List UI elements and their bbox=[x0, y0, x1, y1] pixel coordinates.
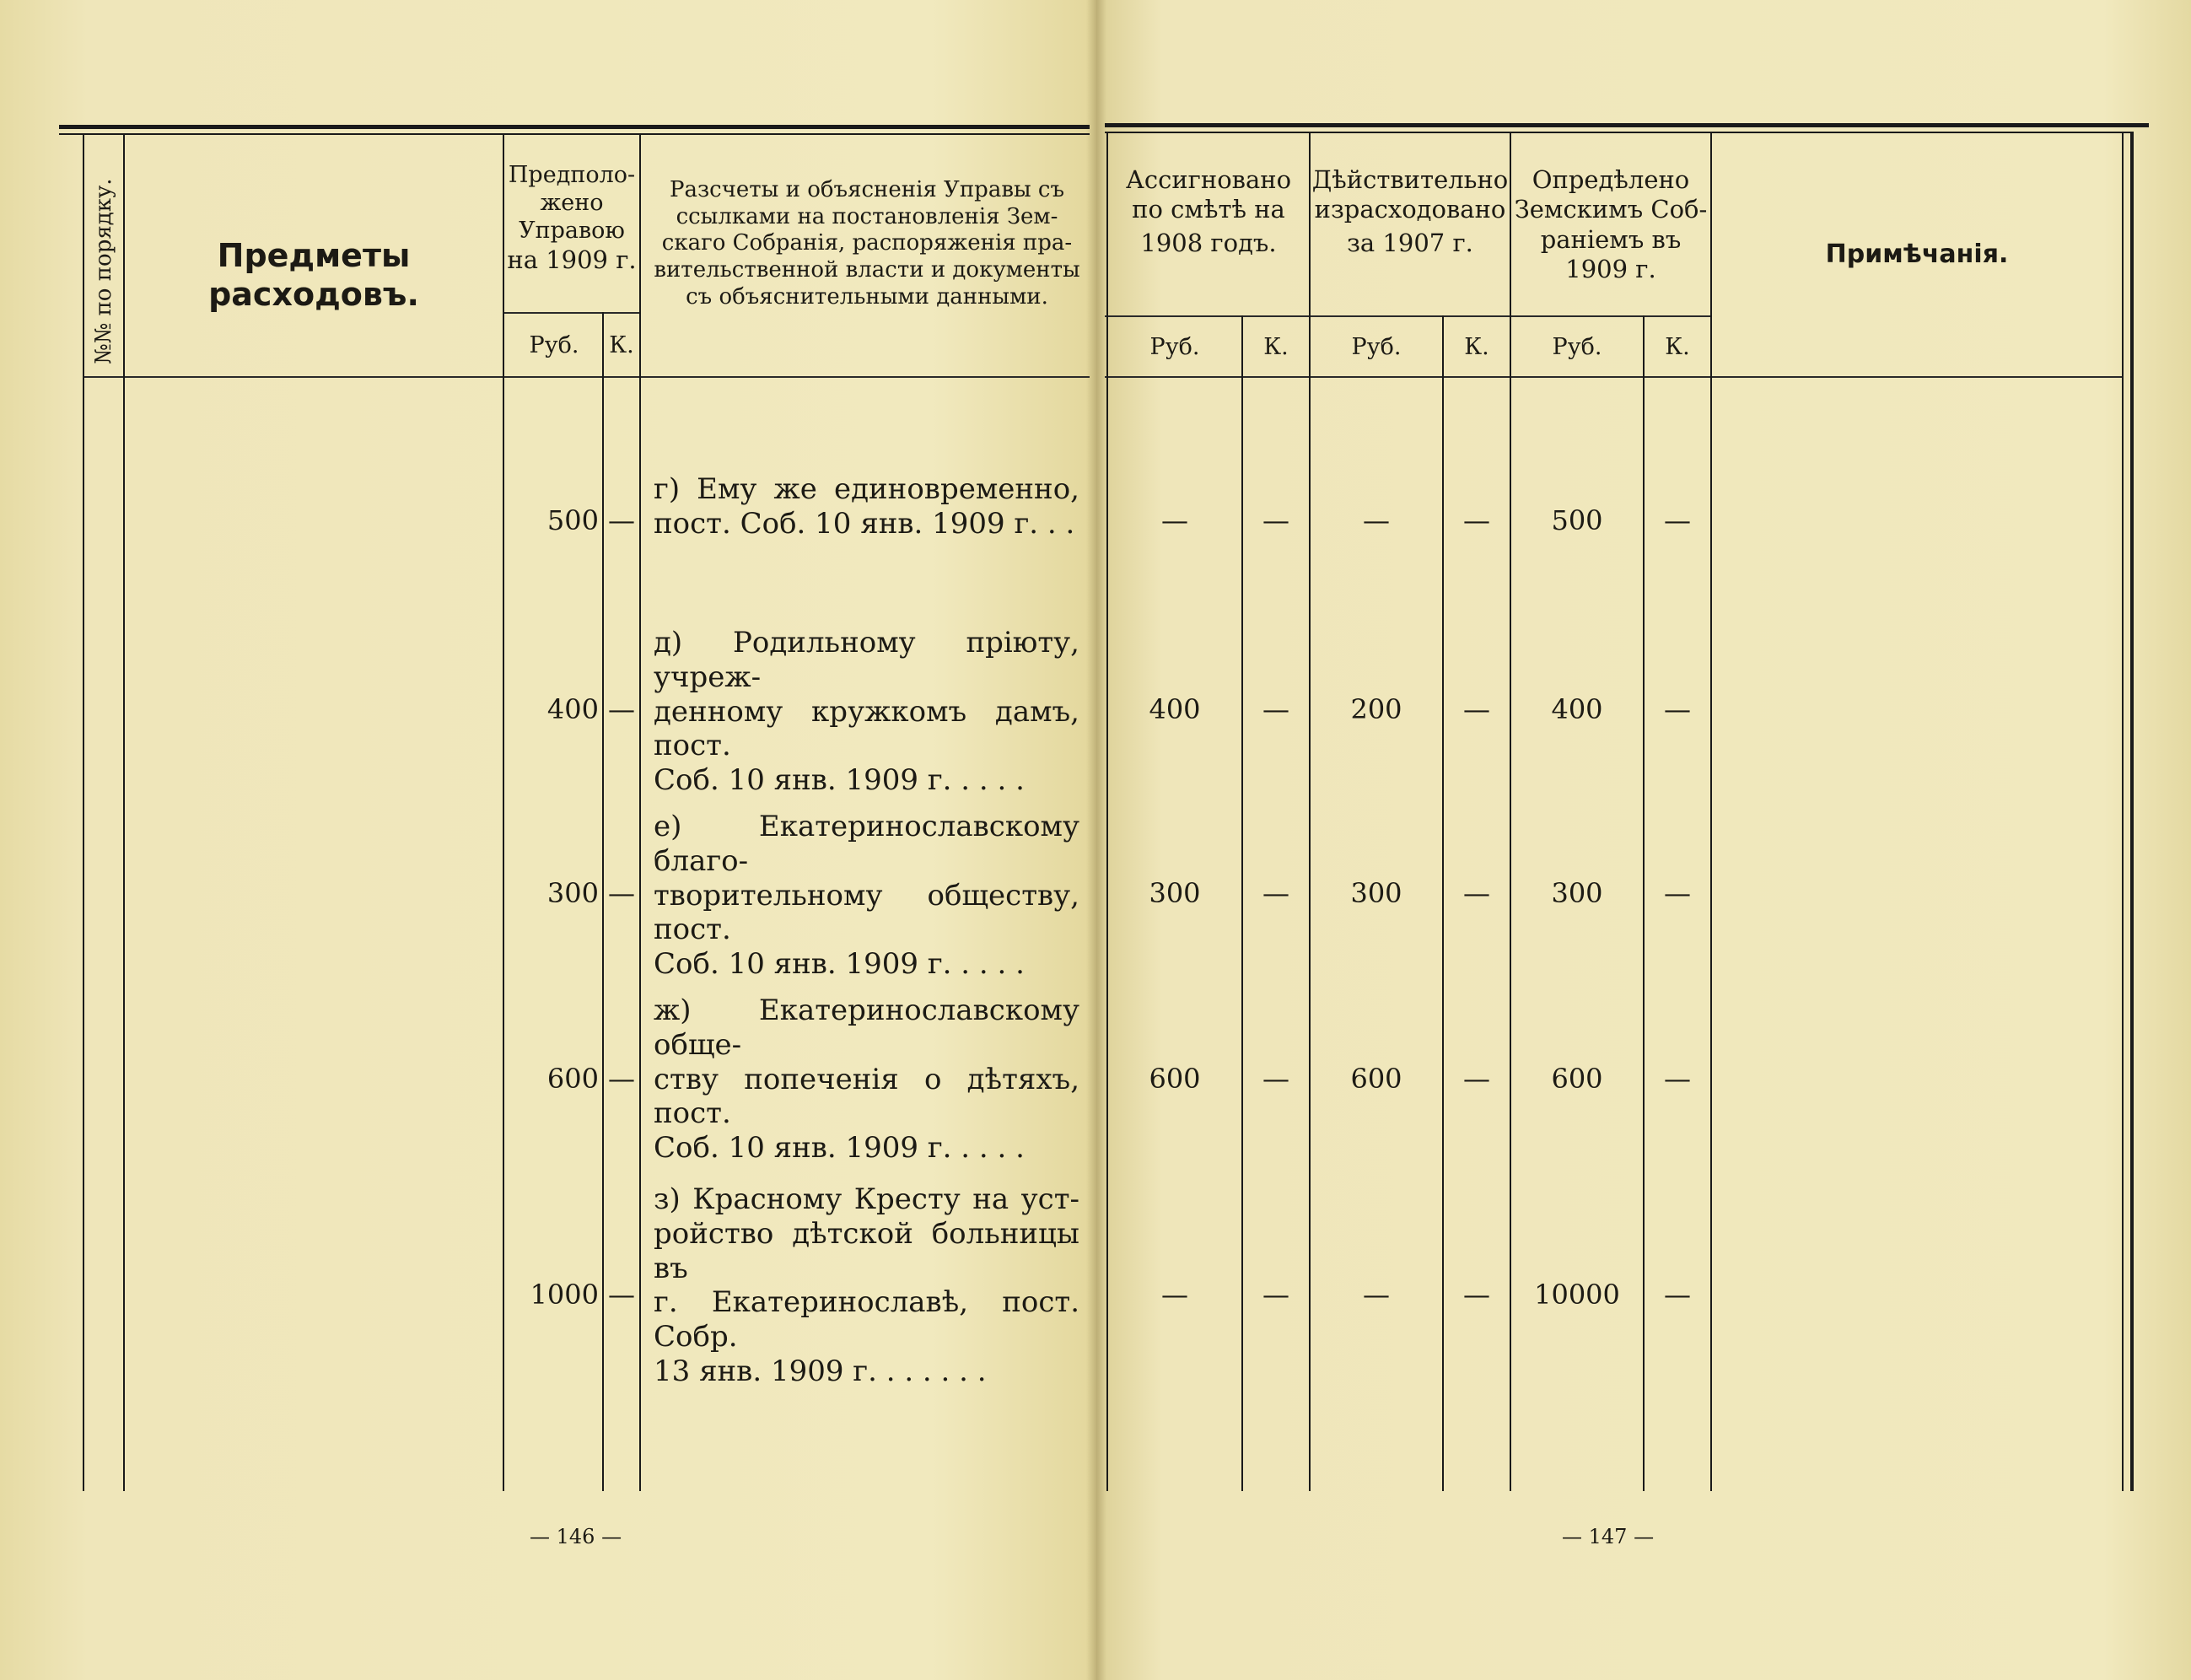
defined-rub: 300 bbox=[1551, 877, 1603, 909]
book-gutter bbox=[1086, 0, 1106, 1680]
spent-kop: — bbox=[1463, 877, 1490, 909]
page-number-left: — 146 — bbox=[530, 1525, 622, 1548]
defined-kop: — bbox=[1664, 504, 1691, 536]
header-defined: Опредѣлено Земскимъ Соб- раніемъ въ 1909 г. bbox=[1514, 165, 1708, 284]
page-number-right: — 147 — bbox=[1562, 1525, 1655, 1548]
proposed-subrule bbox=[504, 312, 641, 314]
col-line bbox=[1710, 132, 1712, 1491]
col-line bbox=[2122, 132, 2124, 1491]
header-rub: Руб. bbox=[1149, 334, 1200, 360]
assigned-rub: 600 bbox=[1149, 1063, 1201, 1095]
assigned-kop: — bbox=[1262, 1063, 1289, 1095]
col-line bbox=[503, 133, 504, 1491]
header-number: №№ по порядку. bbox=[91, 178, 116, 364]
spent-rub: — bbox=[1363, 1279, 1390, 1311]
row-rub: 1000 bbox=[530, 1279, 599, 1311]
col-line bbox=[123, 133, 125, 1491]
header-bottom-rule bbox=[84, 376, 1090, 378]
spent-kop: — bbox=[1463, 1279, 1490, 1311]
assigned-kop: — bbox=[1262, 877, 1289, 909]
header-kop: К. bbox=[1464, 334, 1489, 360]
row-rub: 300 bbox=[546, 877, 599, 909]
row-description: д) Родильному пріюту, учреж- денному кружкомъ дамъ, пост. Соб. 10 янв. 1909 г. . . . . bbox=[654, 626, 1079, 798]
row-kop: — bbox=[608, 1063, 635, 1095]
col-line bbox=[83, 133, 84, 1491]
assigned-rub: 400 bbox=[1149, 693, 1201, 725]
defined-kop: — bbox=[1664, 1279, 1691, 1311]
row-description: ж) Екатеринославскому обще- ству попеченія о дѣтяхъ, пост. Соб. 10 янв. 1909 г. . . . . bbox=[654, 993, 1079, 1166]
defined-rub: 400 bbox=[1551, 693, 1603, 725]
spent-kop: — bbox=[1463, 504, 1490, 536]
row-kop: — bbox=[608, 877, 635, 909]
defined-kop: — bbox=[1664, 693, 1691, 725]
row-description: з) Красному Кресту на уст- ройство дѣтской больницы въ г. Екатеринославѣ, пост. Собр. 13 янв. 1909 г. . . . . . . bbox=[654, 1182, 1079, 1388]
header-rub: Руб. bbox=[1351, 334, 1402, 360]
header-proposed: Предполо- жено Управою на 1909 г. bbox=[507, 162, 637, 274]
header-kop: К. bbox=[1263, 334, 1289, 360]
assigned-kop: — bbox=[1262, 1279, 1289, 1311]
spent-kop: — bbox=[1463, 693, 1490, 725]
top-rule bbox=[59, 125, 1090, 129]
defined-kop: — bbox=[1664, 1063, 1691, 1095]
header-bottom-rule bbox=[1105, 376, 2124, 378]
row-kop: — bbox=[608, 693, 635, 725]
defined-kop: — bbox=[1664, 877, 1691, 909]
header-rub: Руб. bbox=[1552, 334, 1602, 360]
defined-rub: 600 bbox=[1551, 1063, 1603, 1095]
right-border bbox=[2130, 132, 2134, 1491]
spent-rub: 300 bbox=[1350, 877, 1402, 909]
assigned-rub: — bbox=[1161, 1279, 1188, 1311]
header-rub: Руб. bbox=[529, 332, 579, 358]
header-subrule bbox=[1105, 315, 1712, 317]
assigned-kop: — bbox=[1262, 693, 1289, 725]
defined-rub: 10000 bbox=[1534, 1279, 1620, 1311]
row-kop: — bbox=[608, 504, 635, 536]
spent-rub: — bbox=[1363, 504, 1390, 536]
spent-rub: 600 bbox=[1350, 1063, 1402, 1095]
assigned-rub: — bbox=[1161, 504, 1188, 536]
defined-rub: 500 bbox=[1551, 504, 1603, 536]
row-description: г) Ему же единовременно, пост. Соб. 10 янв. 1909 г. . . bbox=[654, 472, 1079, 541]
row-kop: — bbox=[608, 1279, 635, 1311]
top-rule-thin bbox=[1105, 132, 2132, 133]
top-rule bbox=[1105, 123, 2149, 127]
header-assigned: Ассигновано по смѣтѣ на 1908 годъ. bbox=[1125, 165, 1292, 257]
spent-rub: 200 bbox=[1350, 693, 1402, 725]
header-notes: Примѣчанія. bbox=[1825, 240, 2009, 269]
row-rub: 500 bbox=[546, 504, 599, 536]
assigned-rub: 300 bbox=[1149, 877, 1201, 909]
header-kop: К. bbox=[1665, 334, 1690, 360]
header-calculations: Разсчеты и объясненія Управы съ ссылками на постановленія Зем- скаго Собранія, распоряженія пра- вительственной власти и документы съ объяснительными данными. bbox=[654, 177, 1080, 310]
row-rub: 400 bbox=[546, 693, 599, 725]
assigned-kop: — bbox=[1262, 504, 1289, 536]
top-rule-thin bbox=[59, 133, 1090, 135]
row-description: е) Екатеринославскому благо- творительному обществу, пост. Соб. 10 янв. 1909 г. . . . . bbox=[654, 810, 1079, 982]
row-rub: 600 bbox=[546, 1063, 599, 1095]
header-spent: Дѣйствительно израсходовано за 1907 г. bbox=[1311, 165, 1509, 257]
col-line bbox=[639, 133, 641, 1491]
header-items: Предметы расходовъ. bbox=[208, 237, 419, 314]
header-kop: К. bbox=[609, 332, 634, 358]
spent-kop: — bbox=[1463, 1063, 1490, 1095]
